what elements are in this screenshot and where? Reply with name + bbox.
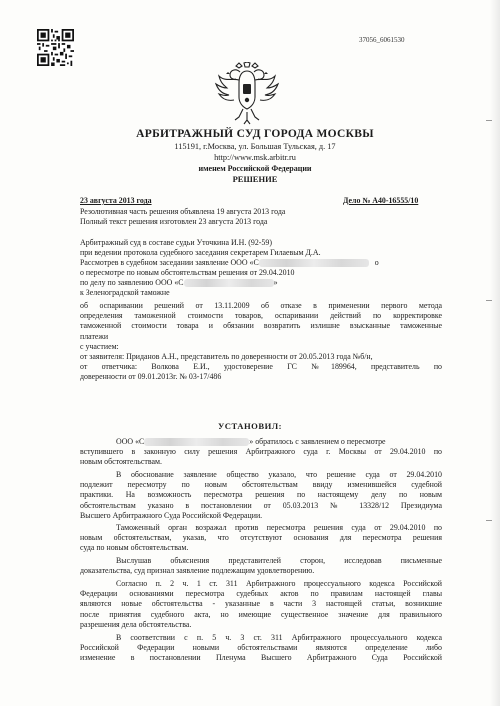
- court-title: АРБИТРАЖНЫЙ СУД ГОРОДА МОСКВЫ: [136, 128, 374, 140]
- case-applicant-line: [80, 278, 278, 288]
- revision-subject-line: о пересмотре по новым обстоятельствам решения от 29.04.2010: [80, 268, 295, 277]
- scan-mark: [486, 520, 492, 521]
- p5-line-4: после принятия судебного акта, но имеющие существенное значение для правильного: [80, 609, 442, 619]
- established-paragraph-1: [80, 437, 442, 468]
- scan-mark: [486, 120, 492, 121]
- p2-line-4: обстоятельствам указано в постановлении от 05.03.2013 № 13328/12 Президиума: [80, 500, 442, 510]
- respondent-line: к Зеленоградской таможне: [80, 288, 170, 297]
- document-number: 37056_6061530: [359, 36, 405, 44]
- resolution-announced-line: Резолютивная часть решения объявлена 19 августа 2013 года: [80, 207, 286, 216]
- application-line-start: Рассмотрев в судебном заседании заявление ООО «С: [80, 258, 259, 267]
- redacted-company-name-3: [144, 438, 249, 446]
- p6-line-2: Российской Федерации новыми обстоятельствами являются определение либо: [80, 643, 442, 653]
- established-paragraph-3: [80, 523, 442, 554]
- in-name-of-federation: именем Российской Федерации: [198, 164, 312, 173]
- decision-heading: РЕШЕНИЕ: [232, 174, 278, 184]
- respondent-rep-line: от ответчика: Волкова Е.И., удостоверение ГС №189964, представитель по: [80, 362, 442, 372]
- p2-line-3: практики. На возможность пересмотра решения по настоящему делу по новым: [80, 490, 442, 500]
- p5-line-3: являются новые обстоятельства - указанные в части 3 настоящей статьи, возникшие: [80, 599, 442, 609]
- p3-line-1: Таможенный орган возражал против пересмотра решения суда от 29.04.2010 по: [116, 523, 442, 532]
- redacted-company-name-2: [184, 279, 274, 287]
- subject-line-2: определения таможенной стоимости товаров, оспаривании действий по корректировке: [80, 311, 442, 321]
- p6-line-3: изменение в постановлении Пленума Высшего Арбитражного Суда Российской: [80, 653, 442, 663]
- p5-line-1: Согласно п. 2 ч. 1 ст. 311 Арбитражного процессуального кодекса Российской: [116, 579, 442, 588]
- p1-line-2: вступившего в законную силу решения Арбитражного суда г. Москвы от 29.04.2010 по: [80, 447, 442, 457]
- p4-line-2: доказательства, суд признал заявление подлежащим удовлетворению.: [80, 566, 315, 576]
- qr-code: [37, 29, 74, 66]
- subject-line-4: платежи: [80, 331, 109, 341]
- coat-of-arms-emblem: [214, 62, 280, 126]
- subject-line-3: таможенной стоимости товара и обязании возвратить излишне взысканные таможенные: [80, 321, 442, 331]
- p2-line-1: В обоснование заявление общество указало, что решение суда от 29.04.2010: [116, 470, 442, 479]
- p1-line-3: новым обстоятельствам.: [80, 457, 162, 467]
- case-number: Дело № А40-16555/10: [343, 196, 419, 205]
- applicant-rep-line: от заявителя: Приданов А.Н., представитель по доверенности от 20.05.2013 года №б/н,: [80, 352, 373, 362]
- established-heading: УСТАНОВИЛ:: [217, 421, 283, 431]
- p5-line-5: разрешения дела обстоятельства.: [80, 619, 192, 629]
- application-line-end: о: [374, 258, 379, 267]
- p1-company-prefix: ООО «С: [116, 437, 145, 446]
- court-address: 115191, г.Москва, ул. Большая Тульская, д. 17: [174, 142, 336, 151]
- established-paragraph-2: [80, 470, 442, 521]
- judge-composition-line: Арбитражный суд в составе судьи Уточкина И.Н. (92-59): [80, 238, 272, 247]
- established-paragraph-4: [80, 556, 442, 576]
- p5-line-2: Федерации основаниями пересмотра судебных актов по правилам настоящей главы: [80, 589, 442, 599]
- case-applicant-end: »: [273, 278, 278, 287]
- p1-line-1-rest: » обратилось с заявлением о пересмотре: [249, 437, 386, 446]
- subject-paragraph: [80, 301, 442, 383]
- scan-mark: [486, 300, 492, 301]
- p2-line-2: подлежит пересмотру по новым обстоятельствам ввиду изменившейся судебной: [80, 480, 442, 490]
- p6-line-1: В соответствии с п. 5 ч. 3 ст. 311 Арбитражного процессуального кодекса: [116, 633, 442, 642]
- p3-line-2: новым обстоятельствам, указав, что отсутствуют основания для пересмотра решения: [80, 533, 442, 543]
- established-paragraph-5: [80, 579, 442, 630]
- scan-edge-shadow: [490, 0, 500, 706]
- p1-line-1: [80, 437, 442, 447]
- decision-date: 23 августа 2013 года: [80, 196, 152, 205]
- case-applicant-start: по делу по заявлению ООО «С: [80, 278, 184, 287]
- secretary-line: при ведении протокола судебного заседания секретарем Гилаевым Д.А.: [80, 248, 321, 257]
- participants-label: с участием:: [80, 341, 119, 351]
- established-paragraph-6: [80, 633, 442, 664]
- full-text-line: Полный текст решения изготовлен 23 августа 2013 года: [80, 217, 268, 226]
- p2-line-5: Высшего Арбитражного Суда Российской Федерации.: [80, 510, 263, 520]
- power-of-attorney-line: доверенности от 09.01.2013г. № 03-17/486: [80, 372, 222, 382]
- court-website: http://www.msk.arbitr.ru: [214, 153, 296, 162]
- p3-line-3: суда по новым обстоятельствам.: [80, 543, 189, 553]
- redacted-company-name: [259, 259, 369, 267]
- subject-line-1: об оспаривании решений от 13.11.2009 об отказе в применении первого метода: [80, 301, 442, 310]
- p4-line-1: Выслушав объяснения представителей сторон, исследовав письменные: [116, 556, 442, 565]
- application-line: [80, 258, 379, 268]
